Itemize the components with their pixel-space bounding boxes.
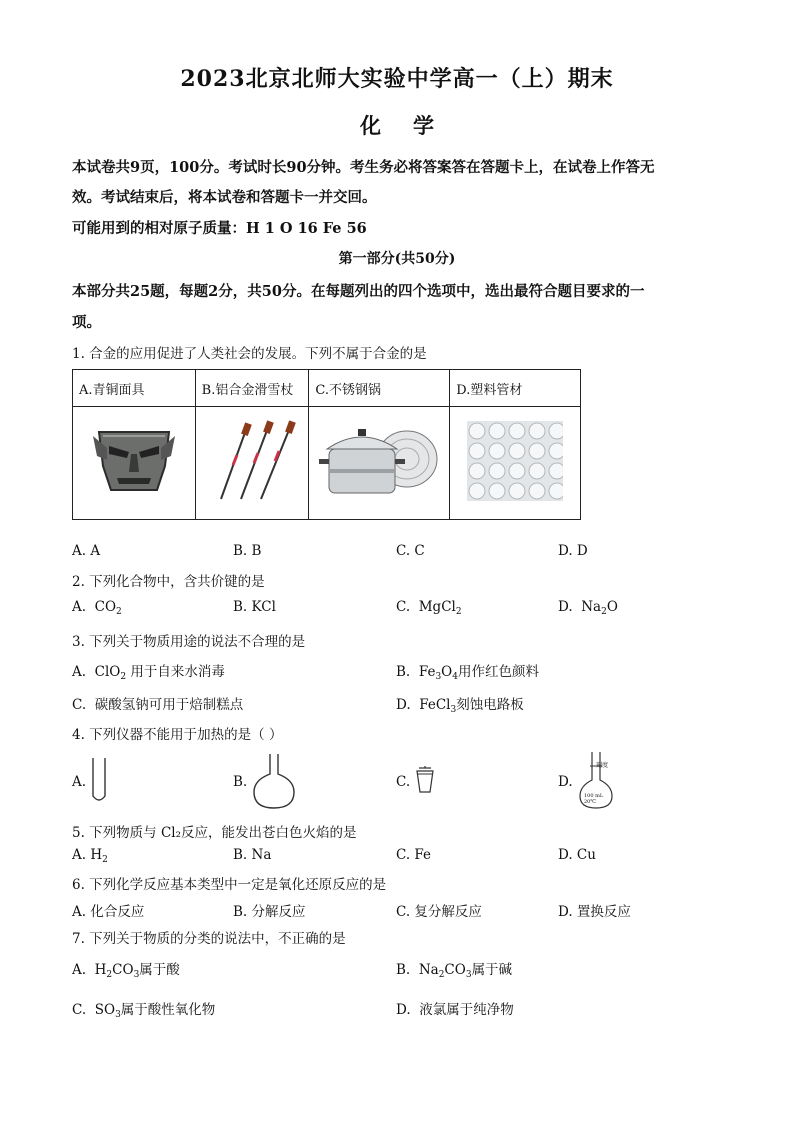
q1-cell-b: B.铝合金滑雪杖 [195,370,309,407]
q4-option-b-label: B. [233,774,248,790]
q7-option-c: C. $SO_3$属于酸性氧化物 [72,1002,216,1020]
q1-cell-d: D.塑料管材 [450,370,581,407]
test-tube-icon [90,756,108,806]
ski-poles-image [195,407,309,520]
q1-option-c: C. C [396,543,425,559]
q7-option-a: A. $H_2CO_3$属于酸 [72,962,180,980]
q3-stem: 3. 下列关于物质用途的说法不合理的是 [72,634,306,650]
q1-option-a: A. A [72,543,101,559]
subject-title: 化学 [360,113,466,138]
q6-stem: 6. 下列化学反应基本类型中一定是氧化还原反应的是 [72,877,387,893]
q5-option-d: D. Cu [558,847,596,863]
atomic-mass-line: 可能用到的相对原子质量：H 1 O 16 Fe 56 [72,220,367,237]
flask-scale-label: 刻度 [596,762,609,769]
instructions-line-2: 效。考试结束后，将本试卷和答题卡一并交回。 [72,189,377,206]
q1-cell-c: C.不锈钢锅 [309,370,450,407]
q1-options-table [72,369,581,520]
q2-option-d: D. $Na_2O$ [558,599,618,617]
flask-volume-label: 100 mL 20℃ [584,793,604,805]
q4-option-c-label: C. [396,774,411,790]
q4-option-a-label: A. [72,774,87,790]
section-desc-1: 本部分共25题，每题2分，共50分。在每题列出的四个选项中，选出最符合题目要求的一 [72,283,645,300]
plastic-pipes-image [450,407,581,520]
q3-option-a: A. ClO$_2$ 用于自来水消毒 [72,664,225,682]
q5-option-c: C. Fe [396,847,432,863]
q1-stem: 1. 合金的应用促进了人类社会的发展。下列不属于合金的是 [72,346,427,362]
exam-title: 2023北京北师大实验中学高一（上）期末 [180,66,614,92]
q6-option-d: D. 置换反应 [558,904,631,920]
q6-option-a: A. 化合反应 [72,904,145,920]
crucible-icon [414,766,436,794]
q7-stem: 7. 下列关于物质的分类的说法中，不正确的是 [72,931,346,947]
q3-option-d: D. FeCl$_3$刻蚀电路板 [396,697,524,715]
section-desc-2: 项。 [72,314,101,331]
q2-stem: 2. 下列化合物中，含共价键的是 [72,574,265,590]
q3-option-c: C. 碳酸氢钠可用于焙制糕点 [72,697,244,713]
round-bottom-flask-icon [250,752,298,810]
q6-option-c: C. 复分解反应 [396,904,482,920]
q6-option-b: B. 分解反应 [233,904,306,920]
q2-option-a: A. $CO_2$ [72,599,122,617]
q7-option-b: B. $Na_2CO_3$属于碱 [396,962,513,980]
q2-option-b: B. KCl [233,599,276,615]
q1-option-b: B. B [233,543,262,559]
instructions-line-1: 本试卷共9页，100分。考试时长90分钟。考生务必将答案答在答题卡上，在试卷上作答无 [72,159,655,176]
q5-stem: 5. 下列物质与 Cl₂反应，能发出苍白色火焰的是 [72,825,357,841]
q4-stem: 4. 下列仪器不能用于加热的是（ ） [72,727,283,743]
q5-option-a: A. $H_2$ [72,847,108,865]
q7-option-d: D. 液氯属于纯净物 [396,1002,514,1018]
q1-cell-a: A.青铜面具 [73,370,196,407]
q5-option-b: B. Na [233,847,272,863]
section-title: 第一部分(共50分) [338,251,456,267]
bronze-mask-image [73,407,196,520]
q2-option-c: C. MgCl$_2$ [396,599,462,617]
steel-pot-image [309,407,450,520]
q3-option-b: B. $Fe_3O_4$用作红色颜料 [396,664,539,682]
q4-option-d-label: D. [558,774,573,790]
q1-option-d: D. D [558,543,588,559]
